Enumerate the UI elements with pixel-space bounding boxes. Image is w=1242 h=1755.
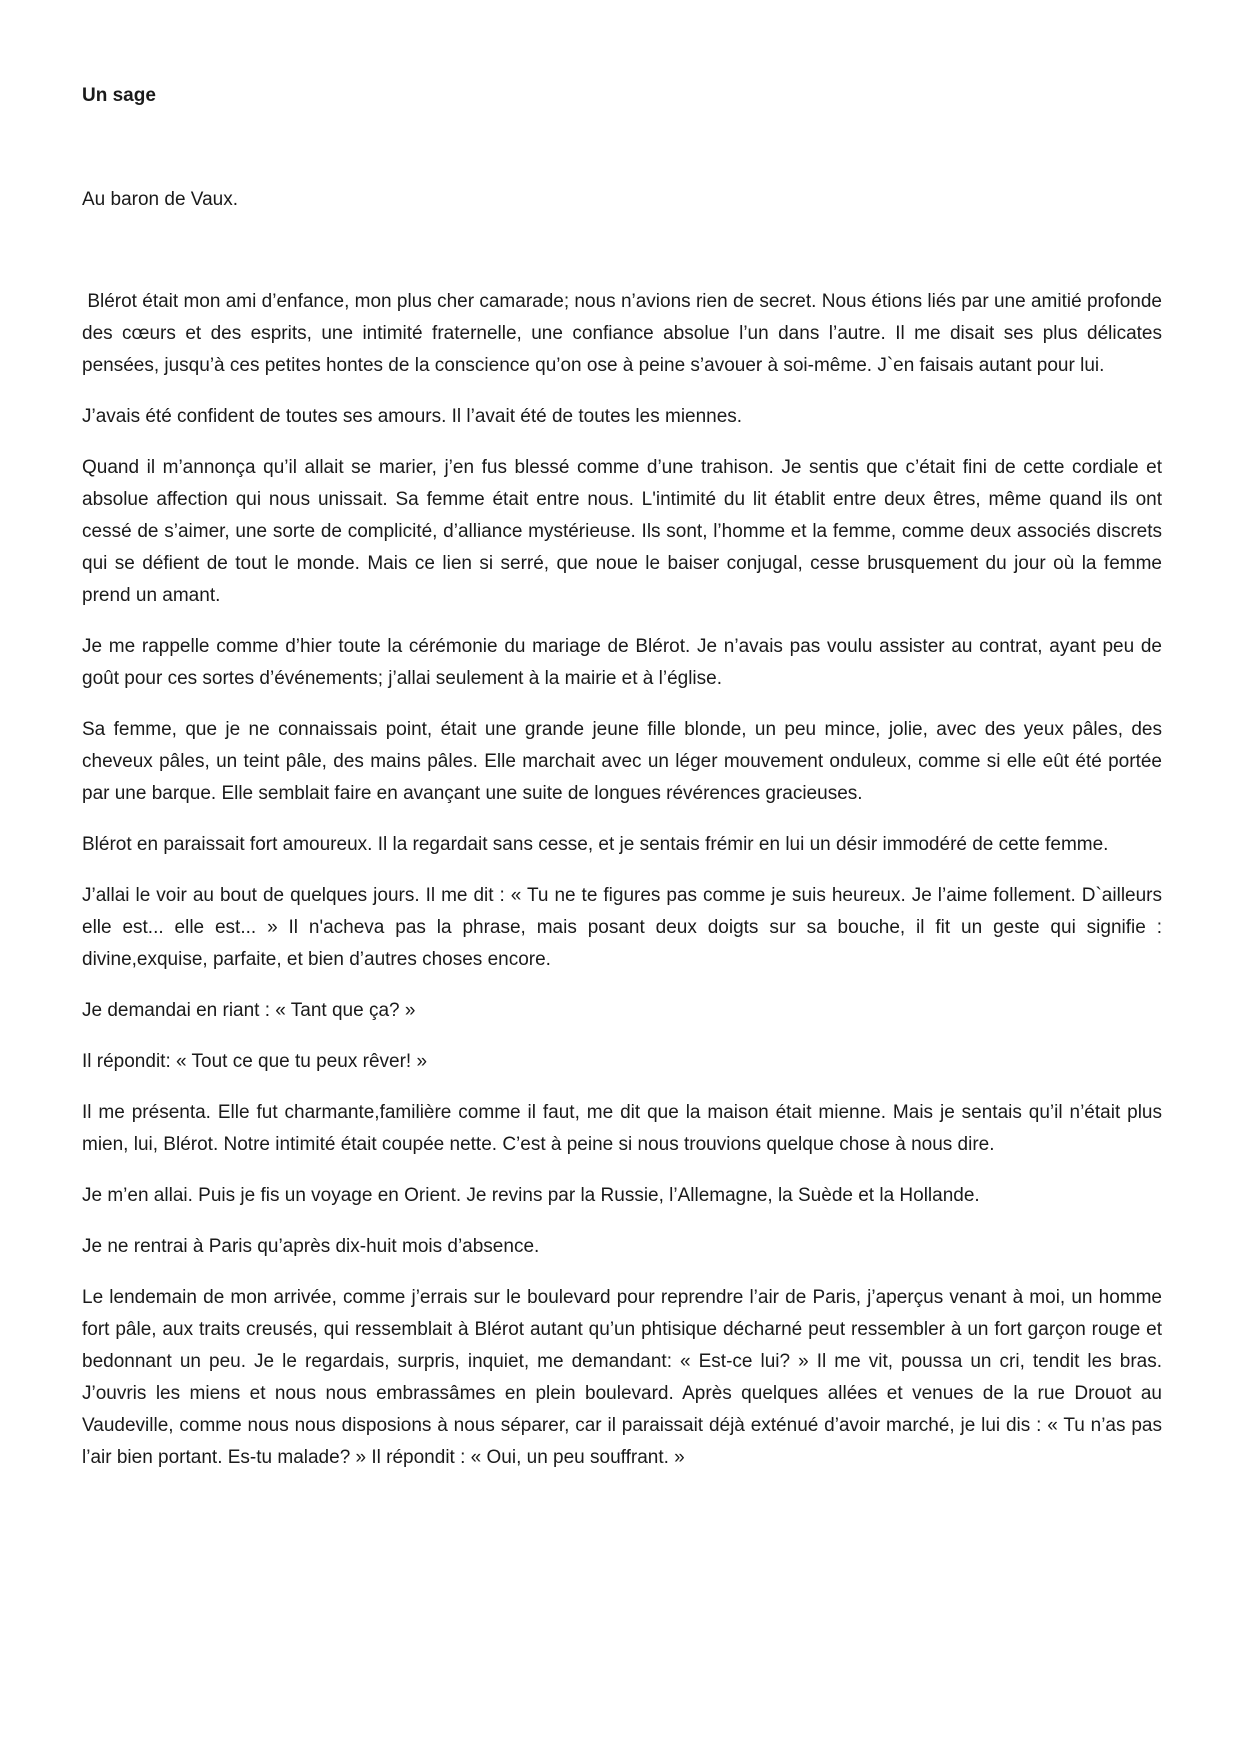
paragraph: Je demandai en riant : « Tant que ça? » (82, 1000, 416, 1021)
dedication: Au baron de Vaux. (82, 189, 238, 210)
paragraph: Sa femme, que je ne connaissais point, était une grande jeune fille blonde, un peu mince, jolie, avec des yeux pâles, des cheveux pâles, un teint pâle, des mains pâles. Elle marchait avec un léger mouvement onduleux, comme si elle eût été portée par une barque. Elle semblait faire en avançant une suite de longues révérences gracieuses. (82, 719, 1162, 804)
document-title: Un sage (82, 85, 156, 106)
paragraph: Je ne rentrai à Paris qu’après dix-huit mois d’absence. (82, 1236, 540, 1257)
paragraph: Je m’en allai. Puis je fis un voyage en Orient. Je revins par la Russie, l’Allemagne, la Suède et la Hollande. (82, 1185, 980, 1206)
paragraph: Il répondit: « Tout ce que tu peux rêver! » (82, 1051, 428, 1072)
document-body (82, 286, 1168, 1493)
paragraph: Il me présenta. Elle fut charmante,familière comme il faut, me dit que la maison était mienne. Mais je sentais qu’il n’était plus mien, lui, Blérot. Notre intimité était coupée nette. C’est à peine si nous trouvions quelque chose à nous dire. (82, 1102, 1162, 1155)
paragraph: J’allai le voir au bout de quelques jours. Il me dit : « Tu ne te figures pas comme je suis heureux. Je l’aime follement. D`ailleurs elle est... elle est... » Il n'acheva pas la phrase, mais posant deux doigts sur sa bouche, il fit un geste qui signifie : divine,exquise, parfaite, et bien d’autres choses encore. (82, 885, 1162, 970)
paragraph: Blérot en paraissait fort amoureux. Il la regardait sans cesse, et je sentais frémir en lui un désir immodéré de cette femme. (82, 834, 1109, 855)
paragraph: J’avais été confident de toutes ses amours. Il l’avait été de toutes les miennes. (82, 406, 743, 427)
paragraph: Je me rappelle comme d’hier toute la cérémonie du mariage de Blérot. Je n’avais pas voulu assister au contrat, ayant peu de goût pour ces sortes d’événements; j’allai seulement à la mairie et à l’église. (82, 636, 1162, 689)
paragraph: Quand il m’annonça qu’il allait se marier, j’en fus blessé comme d’une trahison. Je sentis que c’était fini de cette cordiale et absolue affection qui nous unissait. Sa femme était entre nous. L'intimité du lit établit entre deux êtres, même quand ils ont cessé de s’aimer, une sorte de complicité, d’alliance mystérieuse. Ils sont, l’homme et la femme, comme deux associés discrets qui se défient de tout le monde. Mais ce lien si serré, que noue le baiser conjugal, cesse brusquement du jour où la femme prend un amant. (82, 457, 1162, 606)
paragraph: Blérot était mon ami d’enfance, mon plus cher camarade; nous n’avions rien de secret. Nous étions liés par une amitié profonde des cœurs et des esprits, une intimité fraternelle, une confiance absolue l’un dans l’autre. Il me disait ses plus délicates pensées, jusqu’à ces petites hontes de la conscience qu’on ose à peine s’avouer à soi-même. J`en faisais autant pour lui. (82, 291, 1168, 376)
paragraph: Le lendemain de mon arrivée, comme j’errais sur le boulevard pour reprendre l’air de Paris, j’aperçus venant à moi, un homme fort pâle, aux traits creusés, qui ressemblait à Blérot autant qu’un phtisique décharné peut ressembler à un fort garçon rouge et bedonnant un peu. Je le regardais, surpris, inquiet, me demandant: « Est-ce lui? » Il me vit, poussa un cri, tendit les bras. J’ouvris les miens et nous nous embrassâmes en plein boulevard. Après quelques allées et venues de la rue Drouot au Vaudeville, comme nous nous disposions à nous séparer, car il paraissait déjà exténué d’avoir marché, je lui dis : « Tu n’as pas l’air bien portant. Es-tu malade? » Il répondit : « Oui, un peu souffrant. » (82, 1287, 1162, 1468)
